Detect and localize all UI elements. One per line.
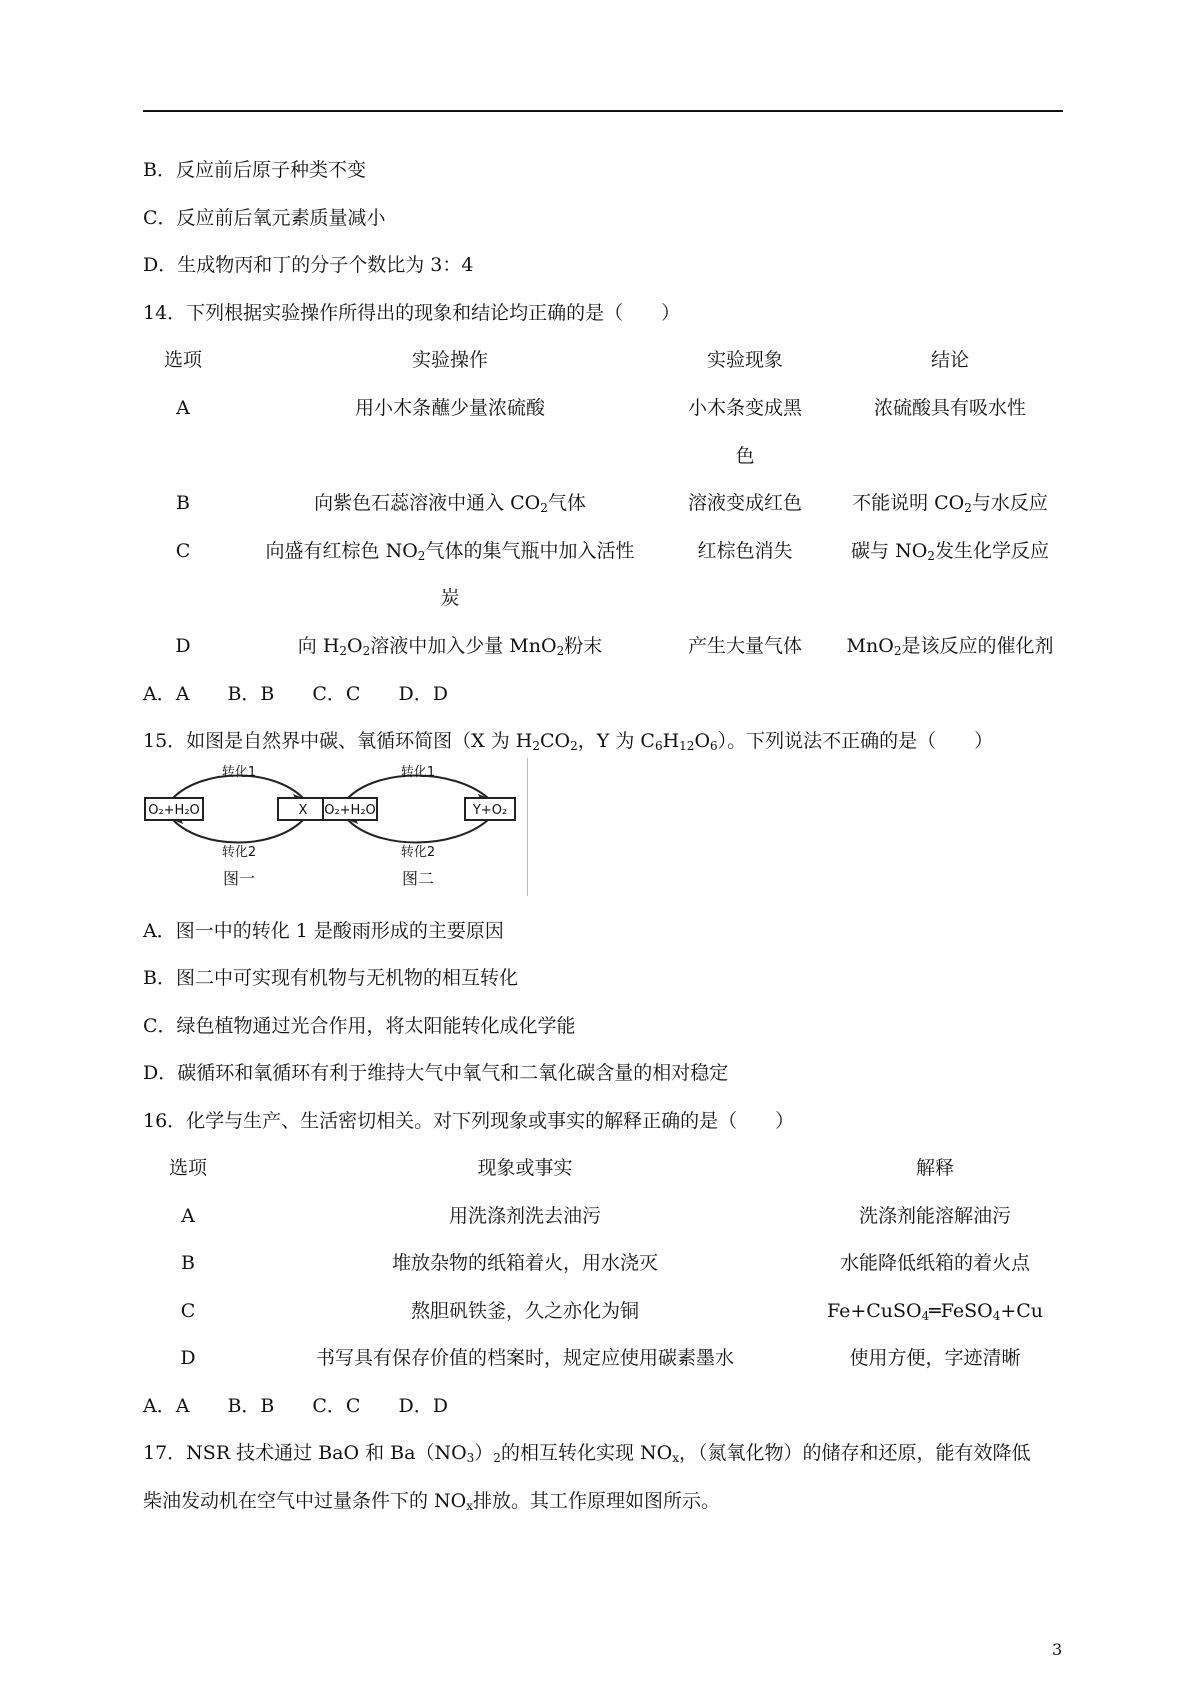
q14-option-d[interactable]: D．D xyxy=(398,683,448,705)
q14-row-a-option: A xyxy=(176,397,190,419)
q14-row-c-option: C xyxy=(175,540,191,562)
q16-row-c-option: C xyxy=(180,1300,196,1322)
q16-header-fact: 现象或事实 xyxy=(477,1157,573,1179)
q13-option-c: C．反应前后氧元素质量减小 xyxy=(143,207,386,229)
q16-option-c[interactable]: C．C xyxy=(312,1395,361,1417)
q14-stem: 14．下列根据实验操作所得出的现象和结论均正确的是（ ） xyxy=(143,302,681,324)
q14-row-c-conclusion: 碳与 $NO_2$发生化学反应 xyxy=(851,540,1049,563)
page-number: 3 xyxy=(1052,1640,1063,1659)
fig1-top-label: 转化1 xyxy=(221,765,257,780)
q16-row-b-option: B xyxy=(181,1252,195,1274)
q16-row-c-fact: 熬胆矾铁釜，久之亦化为铜 xyxy=(410,1300,639,1322)
fig2-bottom-label: 转化2 xyxy=(400,845,436,860)
q16-option-b[interactable]: B．B xyxy=(227,1395,275,1417)
q17-stem-line1: 17．NSR 技术通过 BaO 和 $Ba(NO_3)_2$的相互转化实现 $NO_x$，（氮氧化物）的储存和还原，能有效降低 xyxy=(143,1442,1031,1465)
q16-option-d[interactable]: D．D xyxy=(398,1395,448,1417)
fig1-caption: 图一 xyxy=(222,869,256,888)
q16-row-a-option: A xyxy=(181,1205,195,1227)
fig2-right-box-label: Y+O₂ xyxy=(472,803,508,818)
q14-row-a-phenomenon-line1: 小木条变成黑 xyxy=(687,397,802,419)
header-rule xyxy=(143,110,1063,112)
q17-stem-line2: 柴油发动机在空气中过量条件下的 $NO_x$排放。其工作原理如图所示。 xyxy=(143,1490,721,1513)
q14-row-b-operation: 向紫色石蕊溶液中通入 $CO_2$气体 xyxy=(314,492,586,515)
q16-options xyxy=(143,1392,486,1420)
fig1-left-box-label: O₂+H₂O xyxy=(148,803,200,818)
q15-option-d[interactable]: D．碳循环和氧循环有利于维持大气中氧气和二氧化碳含量的相对稳定 xyxy=(143,1062,729,1084)
q14-row-a-operation: 用小木条蘸少量浓硫酸 xyxy=(354,397,545,419)
q16-row-a-fact: 用洗涤剂洗去油污 xyxy=(448,1205,601,1227)
q15-option-a[interactable]: A．图一中的转化 1 是酸雨形成的主要原因 xyxy=(143,920,504,942)
q16-row-d-option: D xyxy=(180,1347,196,1369)
fig1-bottom-label: 转化2 xyxy=(221,845,257,860)
q16-stem: 16．化学与生产、生活密切相关。对下列现象或事实的解释正确的是（ ） xyxy=(143,1110,795,1132)
q13-option-d: D．生成物丙和丁的分子个数比为 3：4 xyxy=(143,254,474,276)
q15-stem: 15．如图是自然界中碳、氧循环简图（X 为 $H_2CO_2$，Y 为 $C_6H_{12}O_6$）。下列说法不正确的是（ ） xyxy=(143,730,994,753)
q14-header-operation: 实验操作 xyxy=(411,349,488,371)
q16-row-a-explanation: 洗涤剂能溶解油污 xyxy=(858,1205,1011,1227)
q14-header-phenomenon: 实验现象 xyxy=(706,349,783,371)
q16-row-d-fact: 书写具有保存价值的档案时，规定应使用碳素墨水 xyxy=(315,1347,734,1369)
q16-header-option: 选项 xyxy=(168,1157,207,1179)
q16-row-b-explanation: 水能降低纸箱的着火点 xyxy=(839,1252,1030,1274)
q14-row-a-phenomenon-line2: 色 xyxy=(735,445,755,467)
fig2-top-label: 转化1 xyxy=(400,765,436,780)
q14-row-c-operation-line1: 向盛有红棕色 $NO_2$气体的集气瓶中加入活性 xyxy=(265,540,635,563)
fig1-bottom-arc xyxy=(173,820,303,843)
q14-row-b-option: B xyxy=(176,492,190,514)
q15-option-b[interactable]: B．图二中可实现有机物与无机物的相互转化 xyxy=(143,967,518,989)
q13-option-b: B．反应前后原子种类不变 xyxy=(143,159,366,181)
q14-option-c[interactable]: C．C xyxy=(312,683,361,705)
q14-row-a-conclusion: 浓硫酸具有吸水性 xyxy=(873,397,1026,419)
fig2-caption: 图二 xyxy=(401,869,435,888)
q16-option-a[interactable]: A．A xyxy=(143,1395,190,1417)
q14-header-conclusion: 结论 xyxy=(930,349,969,371)
fig2-left-box-label: O₂+H₂O xyxy=(324,803,376,818)
q14-row-c-operation-line2: 炭 xyxy=(440,587,460,609)
q16-row-b-fact: 堆放杂物的纸箱着火，用水浇灭 xyxy=(391,1252,658,1274)
fig2-bottom-arc xyxy=(348,820,488,843)
q15-option-c[interactable]: C．绿色植物通过光合作用，将太阳能转化成化学能 xyxy=(143,1015,576,1037)
q14-option-b[interactable]: B．B xyxy=(227,683,275,705)
q14-header-option: 选项 xyxy=(163,349,202,371)
q14-options xyxy=(143,680,486,708)
q16-header-explanation: 解释 xyxy=(915,1157,954,1179)
q16-row-d-explanation: 使用方便，字迹清晰 xyxy=(849,1347,1021,1369)
q14-row-c-phenomenon: 红棕色消失 xyxy=(697,540,793,562)
q14-row-d-phenomenon: 产生大量气体 xyxy=(687,635,802,657)
q16-row-c-explanation: Fe+CuSO$_4$═FeSO$_4$+Cu xyxy=(826,1300,1044,1323)
carbon-oxygen-cycle-figure xyxy=(143,758,528,896)
q14-row-b-conclusion: 不能说明 $CO_2$与水反应 xyxy=(852,492,1048,515)
q14-row-d-option: D xyxy=(175,635,191,657)
fig1-right-box-label: X xyxy=(298,803,308,818)
q14-row-d-conclusion: MnO$_2$是该反应的催化剂 xyxy=(846,635,1054,658)
q14-row-b-phenomenon: 溶液变成红色 xyxy=(687,492,802,514)
q14-row-d-operation: 向 $H_2O_2$溶液中加入少量 MnO$_2$粉末 xyxy=(297,635,603,658)
q14-option-a[interactable]: A．A xyxy=(143,683,190,705)
